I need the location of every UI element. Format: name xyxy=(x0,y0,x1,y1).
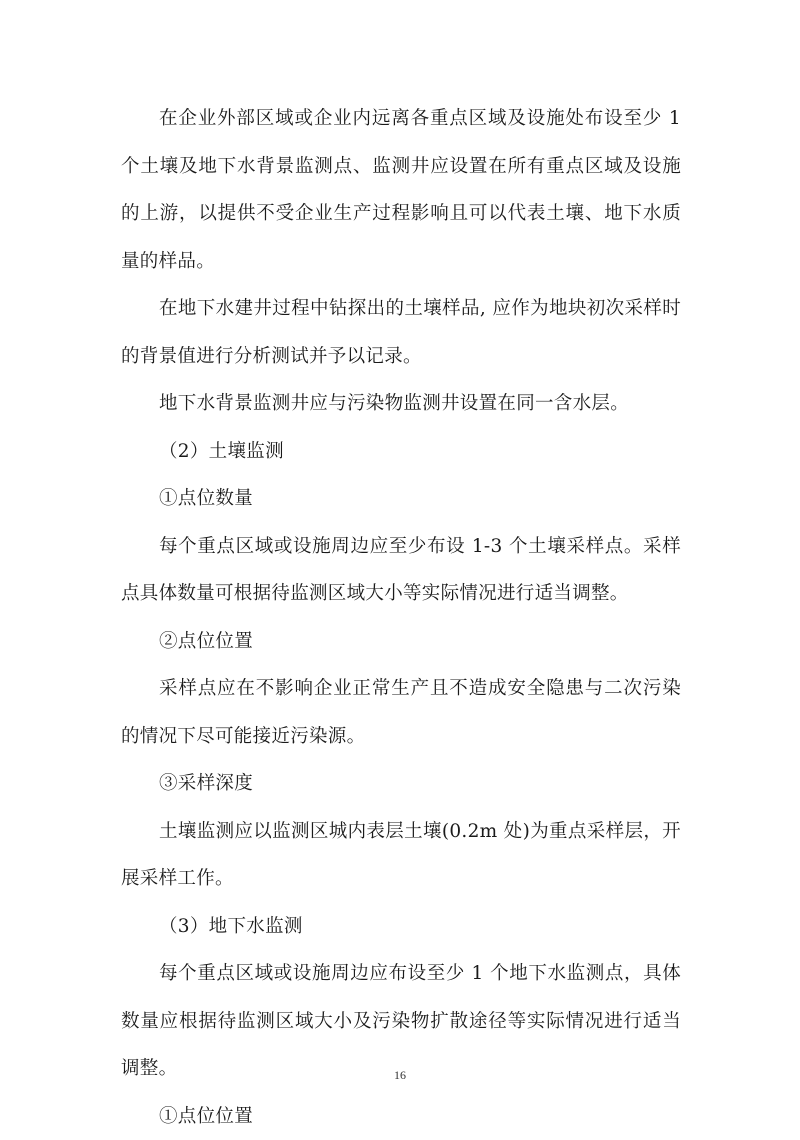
subheading-groundwater-location: ①点位位置 xyxy=(121,1093,681,1140)
heading-soil-monitoring: （2）土壤监测 xyxy=(121,428,681,476)
paragraph-point-count: 每个重点区域或设施周边应至少布设 1-3 个土壤采样点。采样点具体数量可根据待监测区域大小等实际情况进行适当调整。 xyxy=(121,523,681,618)
paragraph-background-monitoring: 在企业外部区域或企业内远离各重点区域及设施处布设至少 1 个土壤及地下水背景监测点、监测井应设置在所有重点区域及设施的上游，以提供不受企业生产过程影响且可以代表土壤、地下水质量的样品。 xyxy=(121,95,681,285)
subheading-point-location: ②点位位置 xyxy=(121,618,681,666)
heading-groundwater-monitoring: （3）地下水监测 xyxy=(121,903,681,951)
paragraph-soil-sample-background: 在地下水建井过程中钻探出的土壤样品, 应作为地块初次采样时的背景值进行分析测试并予以记录。 xyxy=(121,285,681,380)
paragraph-same-aquifer: 地下水背景监测井应与污染物监测井设置在同一含水层。 xyxy=(121,380,681,428)
paragraph-sampling-depth: 土壤监测应以监测区城内表层土壤(0.2m 处)为重点采样层，开展采样工作。 xyxy=(121,808,681,903)
paragraph-point-location: 采样点应在不影响企业正常生产且不造成安全隐患与二次污染的情况下尽可能接近污染源。 xyxy=(121,665,681,760)
page-number: 16 xyxy=(0,1068,800,1083)
document-body xyxy=(121,95,681,1140)
subheading-point-count: ①点位数量 xyxy=(121,475,681,523)
subheading-sampling-depth: ③采样深度 xyxy=(121,760,681,808)
paragraph-groundwater-points: 每个重点区域或设施周边应布设至少 1 个地下水监测点，具体数量应根据待监测区域大小及污染物扩散途径等实际情况进行适当调整。 xyxy=(121,950,681,1093)
